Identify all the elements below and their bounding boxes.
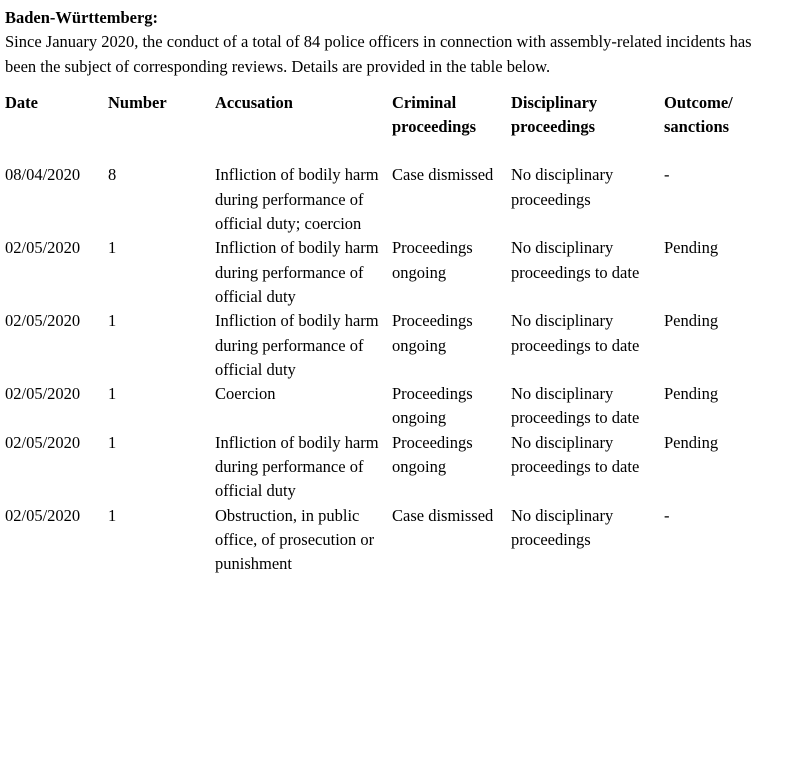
cell-number: 8 — [108, 165, 117, 185]
cell-disciplinary: No disciplinary proceedings — [511, 165, 614, 209]
cell-accusation: Obstruction, in public office, of prosecution or punishment — [215, 505, 375, 574]
cell-disciplinary: No disciplinary proceedings to date — [511, 432, 640, 477]
cell-outcome: - — [664, 505, 670, 525]
cell-date: 02/05/2020 — [5, 432, 81, 452]
table-row — [5, 431, 774, 504]
cell-number: 1 — [108, 311, 117, 331]
cell-number: 1 — [108, 238, 117, 258]
cell-date: 02/05/2020 — [5, 505, 81, 525]
section-heading: Baden-Württemberg: — [5, 8, 159, 27]
incidents-table — [5, 91, 774, 577]
cell-criminal: Proceedings ongoing — [392, 311, 473, 355]
cell-criminal: Case dismissed — [392, 165, 494, 185]
table-row — [5, 236, 774, 309]
cell-criminal: Proceedings ongoing — [392, 384, 473, 428]
cell-accusation: Infliction of bodily harm during performance of official duty; coercion — [215, 165, 379, 234]
cell-date: 02/05/2020 — [5, 311, 81, 331]
cell-number: 1 — [108, 505, 117, 525]
header-accusation: Accusation — [215, 92, 293, 112]
cell-outcome: Pending — [664, 311, 719, 331]
cell-number: 1 — [108, 432, 117, 452]
cell-accusation: Infliction of bodily harm during performance of official duty — [215, 432, 379, 501]
cell-accusation: Coercion — [215, 384, 276, 404]
cell-accusation: Infliction of bodily harm during performance of official duty — [215, 311, 379, 379]
table-row — [5, 309, 774, 382]
cell-date: 02/05/2020 — [5, 238, 81, 258]
cell-accusation: Infliction of bodily harm during performance of official duty — [215, 238, 379, 306]
header-date: Date — [5, 92, 38, 112]
cell-disciplinary: No disciplinary proceedings — [511, 505, 614, 549]
intro-paragraph: Since January 2020, the conduct of a total of 84 police officers in connection with assembly-related incidents has been the subject of corresponding reviews. Details are provided in the table below. — [5, 32, 752, 76]
cell-date: 08/04/2020 — [5, 165, 81, 185]
header-criminal-proceedings: Criminal proceedings — [392, 92, 477, 137]
table-row — [5, 382, 774, 431]
cell-criminal: Case dismissed — [392, 505, 494, 525]
header-outcome-sanctions: Outcome/ sanctions — [664, 92, 733, 137]
cell-disciplinary: No disciplinary proceedings to date — [511, 311, 640, 355]
cell-outcome: Pending — [664, 384, 719, 404]
cell-criminal: Proceedings ongoing — [392, 432, 473, 477]
header-number: Number — [108, 92, 167, 112]
cell-outcome: Pending — [664, 238, 719, 258]
table-row — [5, 163, 774, 236]
table-row — [5, 504, 774, 577]
cell-outcome: Pending — [664, 432, 719, 452]
header-disciplinary-proceedings: Disciplinary proceedings — [511, 92, 598, 137]
cell-date: 02/05/2020 — [5, 384, 81, 404]
cell-disciplinary: No disciplinary proceedings to date — [511, 238, 640, 282]
table-header-row — [5, 91, 774, 164]
cell-criminal: Proceedings ongoing — [392, 238, 473, 282]
cell-number: 1 — [108, 384, 117, 404]
cell-disciplinary: No disciplinary proceedings to date — [511, 384, 640, 428]
cell-outcome: - — [664, 165, 670, 185]
